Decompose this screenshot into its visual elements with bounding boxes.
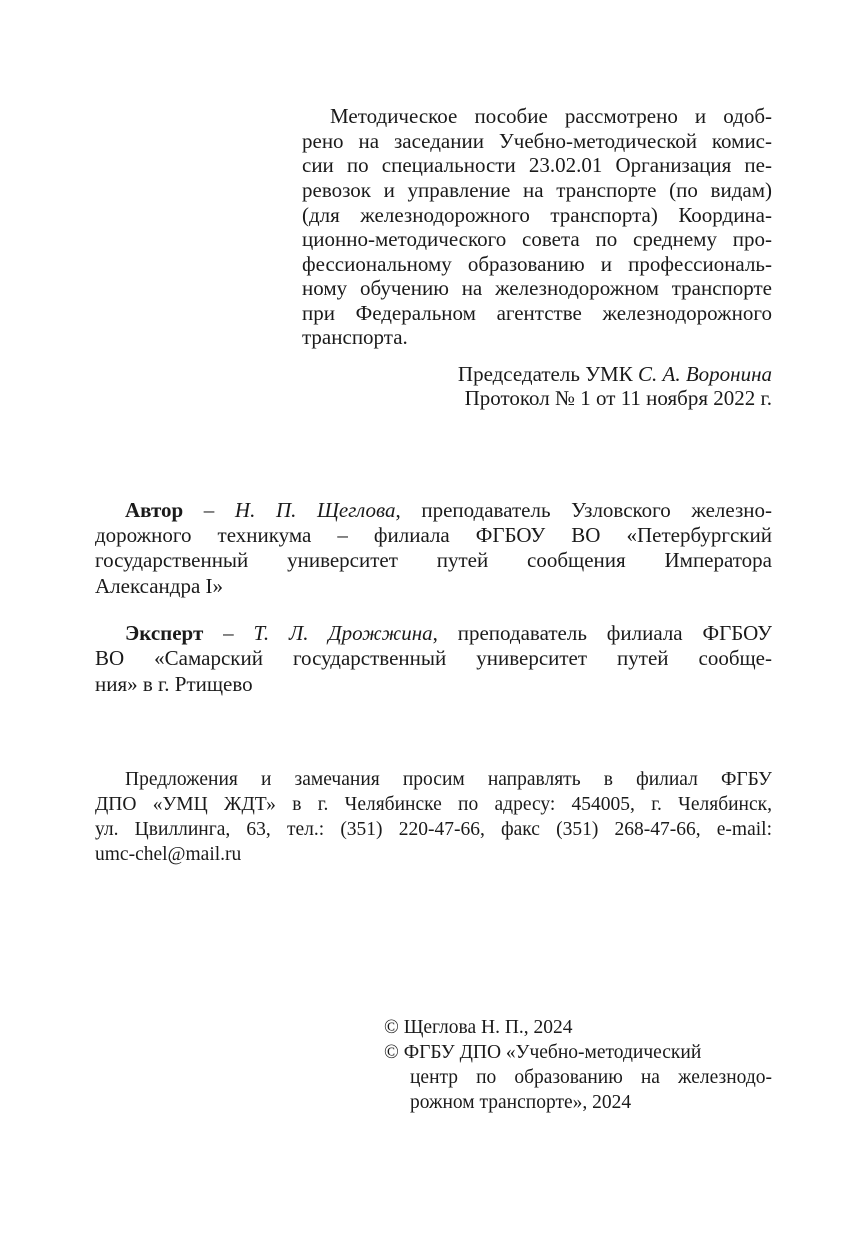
approval-line: ному обучению на железнодорожном транспорте <box>302 276 772 300</box>
author-line: государственный университет путей сообщения Императора <box>95 548 772 572</box>
chair-signature <box>458 364 772 385</box>
expert-line: ВО «Самарский государственный университет путей сообще- <box>95 646 772 670</box>
copyright-line: центр по образованию на железнодо- <box>410 1067 772 1088</box>
approval-line: Методическое пособие рассмотрено и одоб- <box>330 104 772 128</box>
contacts-email: umc-chel@mail.ru <box>95 844 242 865</box>
protocol-line: Протокол № 1 от 11 ноября 2022 г. <box>464 386 772 410</box>
approval-line: при Федеральном агентстве железнодорожного <box>302 301 772 325</box>
expert-line: Эксперт – Т. Л. Дрожжина, преподаватель филиала ФГБОУ <box>125 621 772 645</box>
copyright-line: © Щеглова Н. П., 2024 <box>384 1017 573 1038</box>
approval-line: (для железнодорожного транспорта) Координа- <box>302 203 772 227</box>
author-role: Автор <box>125 498 184 522</box>
author-line: Александра I» <box>95 574 224 598</box>
expert-role: Эксперт <box>125 621 204 645</box>
approval-line: рено на заседании Учебно-методической комис- <box>302 129 772 153</box>
contacts-line: ДПО «УМЦ ЖДТ» в г. Челябинске по адресу: 454005, г. Челябинск, <box>95 794 772 815</box>
approval-line: фессиональному образованию и профессиональ- <box>302 252 772 276</box>
chair-label: Председатель УМК <box>457 362 633 386</box>
approval-line: ревозок и управление на транспорте (по видам) <box>302 178 772 202</box>
copyright-line: рожном транспорте», 2024 <box>410 1092 632 1113</box>
approval-line: транспорта. <box>302 325 408 349</box>
expert-line: ния» в г. Ртищево <box>95 672 253 696</box>
expert-name: Т. Л. Дрожжина <box>253 621 433 645</box>
approval-line: ционно-методического совета по среднему про- <box>302 227 772 251</box>
contacts-line: Предложения и замечания просим направлять в филиал ФГБУ <box>125 769 772 790</box>
approval-line: сии по специальности 23.02.01 Организация пе- <box>302 153 772 177</box>
contacts-line: ул. Цвиллинга, 63, тел.: (351) 220-47-66, факс (351) 268-47-66, e-mail: <box>95 819 772 840</box>
author-name: Н. П. Щеглова <box>234 498 396 522</box>
author-line: Автор – Н. П. Щеглова, преподаватель Узловского железно- <box>125 498 773 522</box>
copyright-line: © ФГБУ ДПО «Учебно-методический <box>384 1042 702 1063</box>
chair-name: С. А. Воронина <box>638 362 772 386</box>
author-line: дорожного техникума – филиала ФГБОУ ВО «Петербургский <box>95 523 772 547</box>
